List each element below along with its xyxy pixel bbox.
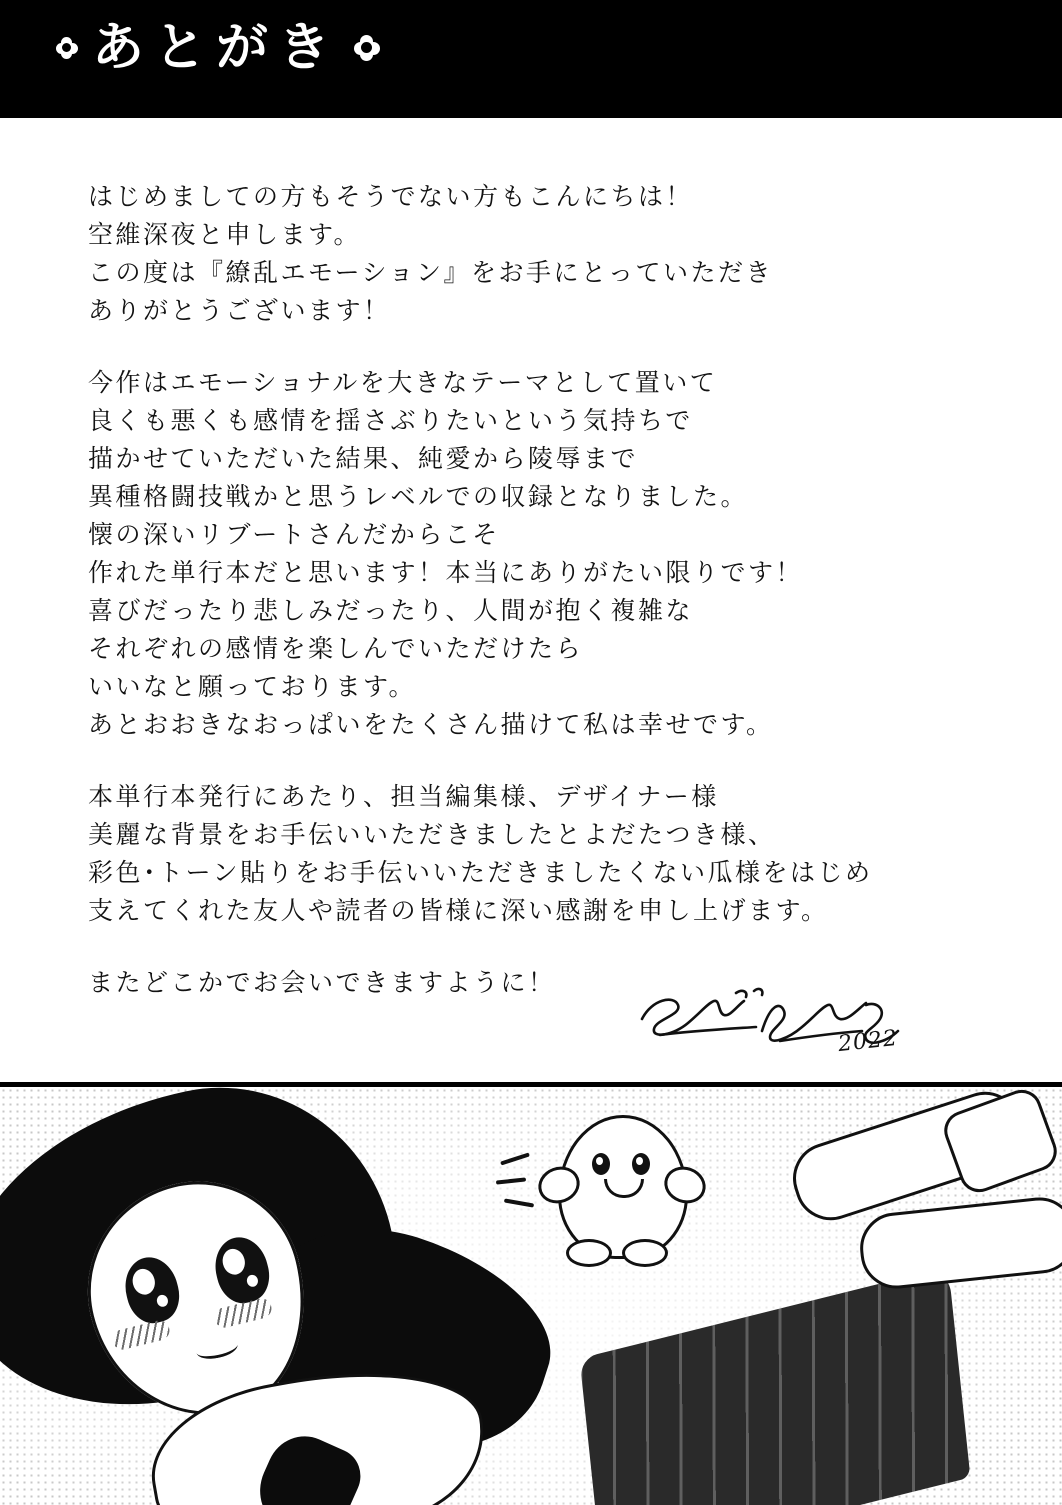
paragraph-greeting [88, 178, 968, 330]
text-line: 空維深夜と申します。 [88, 220, 362, 249]
text-line: はじめましての方もそうでない方もこんにちは！ [88, 182, 694, 211]
text-line: この度は『繚乱エモーション』をお手にとっていただき [88, 258, 774, 287]
text-line: いいなと願っております。 [88, 672, 417, 701]
text-line: 美麗な背景をお手伝いいただきましたとよだたつき様、 [88, 820, 776, 849]
text-line: 描かせていただいた結果、純愛から陵辱まで [88, 444, 639, 473]
text-line: 彩色･トーン貼りをお手伝いいただきましたくない瓜様をはじめ [88, 858, 873, 887]
paragraph-about-the-work [88, 364, 968, 744]
text-line: あとおおきなおっぱいをたくさん描けて私は幸せです。 [88, 710, 774, 739]
text-line: 今作はエモーショナルを大きなテーマとして置いて [88, 368, 718, 397]
text-line: 作れた単行本だと思います！本当にありがたい限りです！ [88, 558, 804, 587]
signature-year: 2022 [836, 1025, 900, 1058]
text-line: ありがとうございます！ [88, 296, 391, 325]
flower-icon [56, 37, 78, 59]
flower-icon [354, 35, 380, 61]
text-line: 良くも悪くも感情を揺さぶりたいという気持ちで [88, 406, 693, 435]
mascot-character [540, 1105, 700, 1265]
illustration-panel [0, 1082, 1062, 1505]
text-line: それぞれの感情を楽しんでいただけたら [88, 634, 584, 663]
text-line: 支えてくれた友人や読者の皆様に深い感謝を申し上げます。 [88, 896, 829, 925]
text-line: 異種格闘技戦かと思うレベルでの収録となりました。 [88, 482, 749, 511]
paragraph-acknowledgements [88, 778, 968, 930]
afterword-text-body [88, 178, 968, 1002]
page-title: あとがき [92, 18, 341, 78]
text-line: 本単行本発行にあたり、担当編集様、デザイナー様 [88, 782, 719, 811]
afterword-header-banner [0, 0, 1062, 118]
text-line: 懐の深いリブートさんだからこそ [88, 520, 500, 549]
text-line: またどこかでお会いできますように！ [88, 968, 556, 997]
text-line: 喜びだったり悲しみだったり、人間が抱く複雑な [88, 596, 694, 625]
header-title-group [56, 18, 380, 78]
author-signature [630, 975, 930, 1065]
